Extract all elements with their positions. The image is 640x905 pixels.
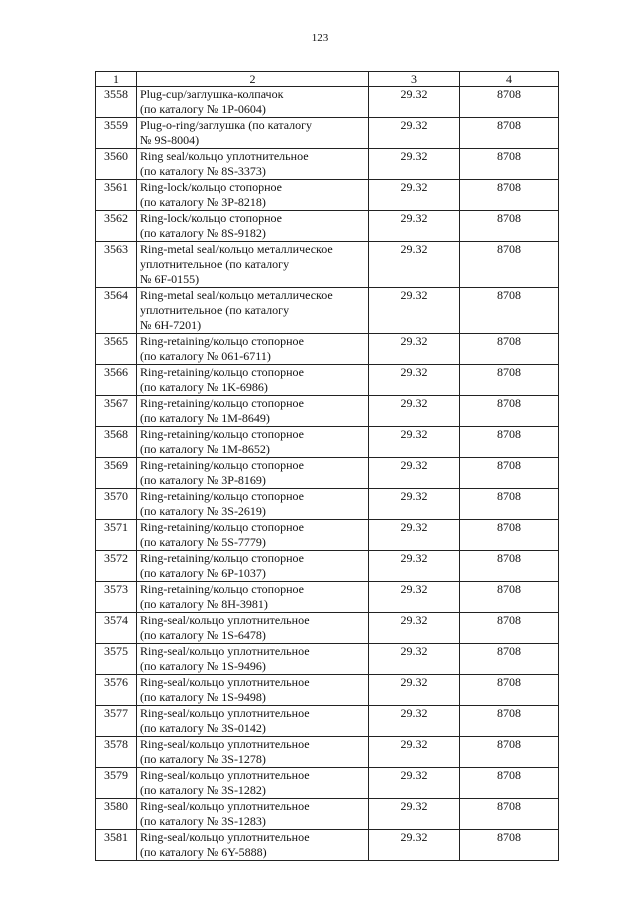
item-name-line: Ring-seal/кольцо уплотнительное <box>140 613 310 627</box>
item-number: 3558 <box>96 87 137 118</box>
table-row <box>96 799 559 830</box>
table-row <box>96 551 559 582</box>
item-name-line: № 6F-0155) <box>140 272 200 286</box>
classification-code: 29.32 <box>369 427 460 458</box>
item-name-line: (по каталогу № 3P-8218) <box>140 195 266 209</box>
item-name <box>137 211 369 242</box>
tariff-code: 8708 <box>460 118 559 149</box>
item-name-line: (по каталогу № 5S-7779) <box>140 535 266 549</box>
classification-code: 29.32 <box>369 582 460 613</box>
item-name-line: Ring-retaining/кольцо стопорное <box>140 520 304 534</box>
item-name-line: Ring-metal seal/кольцо металлическое <box>140 288 333 302</box>
item-name-line: Ring-seal/кольцо уплотнительное <box>140 768 310 782</box>
tariff-code: 8708 <box>460 737 559 768</box>
column-header-4: 4 <box>460 72 559 87</box>
item-number: 3568 <box>96 427 137 458</box>
table-header-row <box>96 72 559 87</box>
item-name <box>137 180 369 211</box>
classification-code: 29.32 <box>369 830 460 861</box>
item-name-line: Ring-retaining/кольцо стопорное <box>140 365 304 379</box>
tariff-code: 8708 <box>460 396 559 427</box>
item-name <box>137 706 369 737</box>
item-name <box>137 87 369 118</box>
item-name-line: Plug-cup/заглушка-колпачок <box>140 87 284 101</box>
item-name <box>137 458 369 489</box>
item-number: 3566 <box>96 365 137 396</box>
table-row <box>96 737 559 768</box>
tariff-code: 8708 <box>460 149 559 180</box>
table-row <box>96 830 559 861</box>
classification-code: 29.32 <box>369 288 460 334</box>
tariff-code: 8708 <box>460 489 559 520</box>
item-number: 3581 <box>96 830 137 861</box>
tariff-code: 8708 <box>460 582 559 613</box>
item-name <box>137 489 369 520</box>
table-row <box>96 427 559 458</box>
item-name <box>137 334 369 365</box>
item-name-line: Ring-metal seal/кольцо металлическое <box>140 242 333 256</box>
item-name <box>137 830 369 861</box>
item-number: 3573 <box>96 582 137 613</box>
tariff-code: 8708 <box>460 365 559 396</box>
table-row <box>96 706 559 737</box>
item-name-line: (по каталогу № 3S-1283) <box>140 814 266 828</box>
item-name-line: Ring-retaining/кольцо стопорное <box>140 489 304 503</box>
table-row <box>96 768 559 799</box>
classification-code: 29.32 <box>369 87 460 118</box>
classification-code: 29.32 <box>369 211 460 242</box>
classification-code: 29.32 <box>369 520 460 551</box>
item-name-line: (по каталогу № 1K-6986) <box>140 380 268 394</box>
item-number: 3563 <box>96 242 137 288</box>
tariff-code: 8708 <box>460 520 559 551</box>
classification-code: 29.32 <box>369 644 460 675</box>
item-name-line: (по каталогу № 1P-0604) <box>140 102 266 116</box>
item-name-line: Ring-seal/кольцо уплотнительное <box>140 737 310 751</box>
item-name <box>137 396 369 427</box>
item-name <box>137 118 369 149</box>
tariff-code: 8708 <box>460 211 559 242</box>
classification-code: 29.32 <box>369 768 460 799</box>
item-name-line: Ring-retaining/кольцо стопорное <box>140 582 304 596</box>
tariff-code: 8708 <box>460 768 559 799</box>
item-number: 3578 <box>96 737 137 768</box>
table-row <box>96 211 559 242</box>
item-name-line: Ring-retaining/кольцо стопорное <box>140 396 304 410</box>
item-number: 3561 <box>96 180 137 211</box>
item-name-line: уплотнительное (по каталогу <box>140 257 290 271</box>
tariff-code: 8708 <box>460 87 559 118</box>
item-name-line: Ring-seal/кольцо уплотнительное <box>140 830 310 844</box>
item-name <box>137 768 369 799</box>
item-name-line: (по каталогу № 1S-6478) <box>140 628 266 642</box>
item-number: 3572 <box>96 551 137 582</box>
classification-code: 29.32 <box>369 180 460 211</box>
tariff-code: 8708 <box>460 458 559 489</box>
item-name-line: Plug-o-ring/заглушка (по каталогу <box>140 118 313 132</box>
item-name <box>137 675 369 706</box>
tariff-code: 8708 <box>460 242 559 288</box>
item-number: 3571 <box>96 520 137 551</box>
item-name-line: Ring-retaining/кольцо стопорное <box>140 551 304 565</box>
item-name <box>137 520 369 551</box>
tariff-code: 8708 <box>460 799 559 830</box>
classification-code: 29.32 <box>369 365 460 396</box>
item-name <box>137 644 369 675</box>
item-name-line: (по каталогу № 8H-3981) <box>140 597 268 611</box>
item-name <box>137 242 369 288</box>
tariff-code: 8708 <box>460 644 559 675</box>
item-name-line: уплотнительное (по каталогу <box>140 303 290 317</box>
page-number: 123 <box>311 32 329 44</box>
classification-code: 29.32 <box>369 799 460 830</box>
item-name-line: Ring-retaining/кольцо стопорное <box>140 334 304 348</box>
item-name-line: (по каталогу № 8S-3373) <box>140 164 266 178</box>
item-name-line: (по каталогу № 3S-1282) <box>140 783 266 797</box>
table-row <box>96 520 559 551</box>
item-name-line: № 6H-7201) <box>140 318 202 332</box>
item-name-line: Ring-seal/кольцо уплотнительное <box>140 706 310 720</box>
item-name-line: Ring-retaining/кольцо стопорное <box>140 458 304 472</box>
table-row <box>96 582 559 613</box>
table-row <box>96 675 559 706</box>
item-name <box>137 149 369 180</box>
table-row <box>96 334 559 365</box>
classification-code: 29.32 <box>369 706 460 737</box>
item-name-line: Ring-seal/кольцо уплотнительное <box>140 644 310 658</box>
item-name <box>137 582 369 613</box>
table-row <box>96 458 559 489</box>
item-name-line: Ring-seal/кольцо уплотнительное <box>140 799 310 813</box>
tariff-code: 8708 <box>460 180 559 211</box>
item-number: 3559 <box>96 118 137 149</box>
classification-code: 29.32 <box>369 675 460 706</box>
item-number: 3564 <box>96 288 137 334</box>
item-number: 3579 <box>96 768 137 799</box>
item-name-line: (по каталогу № 8S-9182) <box>140 226 266 240</box>
classification-code: 29.32 <box>369 396 460 427</box>
item-name-line: № 9S-8004) <box>140 133 200 147</box>
table-body <box>96 87 559 861</box>
classification-code: 29.32 <box>369 551 460 582</box>
item-name <box>137 288 369 334</box>
tariff-code: 8708 <box>460 427 559 458</box>
tariff-code: 8708 <box>460 675 559 706</box>
item-name <box>137 799 369 830</box>
item-name-line: (по каталогу № 1M-8649) <box>140 411 270 425</box>
item-name-line: (по каталогу № 6Y-5888) <box>140 845 267 859</box>
item-name-line: Ring-retaining/кольцо стопорное <box>140 427 304 441</box>
classification-code: 29.32 <box>369 458 460 489</box>
item-name-line: (по каталогу № 1S-9498) <box>140 690 266 704</box>
item-number: 3569 <box>96 458 137 489</box>
table-row <box>96 644 559 675</box>
item-number: 3577 <box>96 706 137 737</box>
tariff-code: 8708 <box>460 830 559 861</box>
item-number: 3570 <box>96 489 137 520</box>
item-number: 3576 <box>96 675 137 706</box>
item-name-line: (по каталогу № 1M-8652) <box>140 442 270 456</box>
item-name <box>137 737 369 768</box>
column-header-1: 1 <box>96 72 137 87</box>
classification-code: 29.32 <box>369 489 460 520</box>
item-name <box>137 613 369 644</box>
tariff-code: 8708 <box>460 551 559 582</box>
tariff-code: 8708 <box>460 334 559 365</box>
classification-code: 29.32 <box>369 613 460 644</box>
item-number: 3562 <box>96 211 137 242</box>
table-row <box>96 396 559 427</box>
item-name-line: Ring-seal/кольцо уплотнительное <box>140 675 310 689</box>
table-row <box>96 489 559 520</box>
table-row <box>96 288 559 334</box>
item-name-line: Ring-lock/кольцо стопорное <box>140 180 283 194</box>
item-name <box>137 365 369 396</box>
item-name <box>137 427 369 458</box>
item-name-line: (по каталогу № 3S-0142) <box>140 721 266 735</box>
item-name-line: (по каталогу № 3S-1278) <box>140 752 266 766</box>
tariff-code: 8708 <box>460 613 559 644</box>
item-number: 3575 <box>96 644 137 675</box>
table-row <box>96 87 559 118</box>
table-row <box>96 149 559 180</box>
classification-code: 29.32 <box>369 334 460 365</box>
table-row <box>96 613 559 644</box>
table-row <box>96 118 559 149</box>
table-row <box>96 242 559 288</box>
item-name-line: (по каталогу № 061-6711) <box>140 349 271 363</box>
table-row <box>96 365 559 396</box>
tariff-code: 8708 <box>460 288 559 334</box>
column-header-3: 3 <box>369 72 460 87</box>
column-header-2: 2 <box>137 72 369 87</box>
item-name-line: (по каталогу № 6P-1037) <box>140 566 266 580</box>
parts-table <box>95 71 559 861</box>
item-number: 3565 <box>96 334 137 365</box>
item-name-line: (по каталогу № 3P-8169) <box>140 473 266 487</box>
item-number: 3580 <box>96 799 137 830</box>
item-name <box>137 551 369 582</box>
classification-code: 29.32 <box>369 242 460 288</box>
item-number: 3567 <box>96 396 137 427</box>
item-number: 3574 <box>96 613 137 644</box>
tariff-code: 8708 <box>460 706 559 737</box>
item-number: 3560 <box>96 149 137 180</box>
table-row <box>96 180 559 211</box>
item-name-line: Ring seal/кольцо уплотнительное <box>140 149 309 163</box>
item-name-line: (по каталогу № 3S-2619) <box>140 504 266 518</box>
classification-code: 29.32 <box>369 737 460 768</box>
classification-code: 29.32 <box>369 118 460 149</box>
item-name-line: (по каталогу № 1S-9496) <box>140 659 266 673</box>
classification-code: 29.32 <box>369 149 460 180</box>
item-name-line: Ring-lock/кольцо стопорное <box>140 211 283 225</box>
